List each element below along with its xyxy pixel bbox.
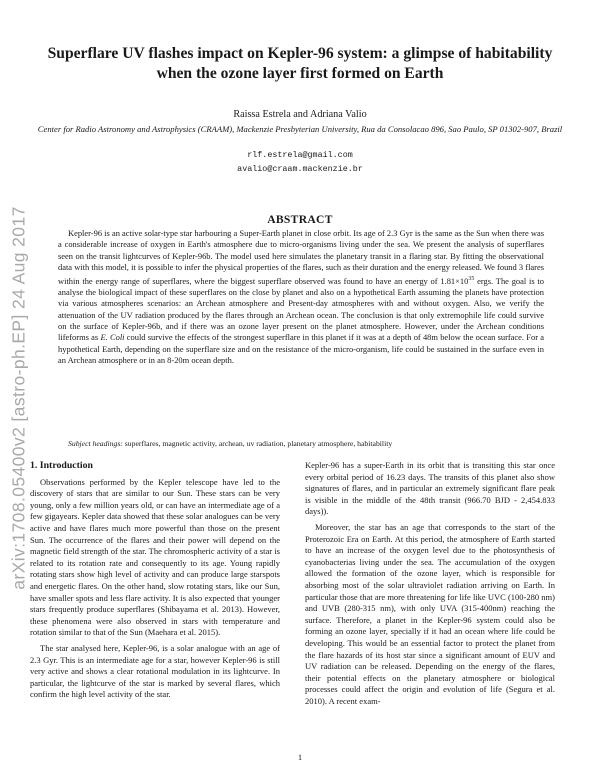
subject-label: Subject headings: — [68, 439, 123, 448]
abstract-text-1: Kepler-96 is an active solar-type star harbouring a Super-Earth planet in close orbit. Its age of 2.3 Gyr is the same as the Sun when there was a considerable increase of oxygen in Earth's atmosphere due to micro-organisms living under the sea. We present the analysis of superflares seen on the transit lightcurves of Kepler-96b. The model used here simulates the planetary transit in a flaring star. By fitting the observational data with this model, it is possible to infer the physical properties of the flares, such as their duration and the energy released. We found 3 flares within the energy range of superflares, where the biggest superflare observed was found to have an energy of 1.81×10 — [58, 228, 544, 286]
intro-heading: 1. Introduction — [30, 460, 93, 471]
right-column — [305, 460, 555, 707]
paper-title: Superflare UV flashes impact on Kepler-96 system: a glimpse of habitability when the ozone layer first formed on Earth — [47, 45, 553, 82]
abstract-paragraph — [58, 228, 544, 367]
intro-paragraph-2: The star analysed here, Kepler-96, is a solar analogue with an age of 2.3 Gyr. This is an intermediate age for a star, however Kepler-96 is still very active and shows a clear rotational modulation in its lightcurve. In particular, the lightcurve of the star is marked by several flares, which confirm the high level activity of the star. — [30, 642, 280, 700]
subject-text: superflares, magnetic activity, archean, uv radiation, planetary atmosphere, habitability — [122, 439, 393, 448]
abstract-species: E. Coli — [100, 332, 125, 343]
subject-headings — [58, 439, 544, 449]
abstract-heading: ABSTRACT — [267, 213, 333, 226]
page-number: 1 — [297, 752, 303, 762]
abstract-body — [58, 228, 544, 367]
intro-paragraph-4: Moreover, the star has an age that corresponds to the start of the Proterozoic Era on Earth. At this period, the atmosphere of Earth started to have an increase of the oxygen level due to the photosynthesis of cyanobacterias living under the sea. The accumulation of the oxygen allowed the formation of the ozone layer, which is responsible for absorbing most of the solar ultraviolet radiation arriving on Earth. In particular those that are more threatening for life like UVC (100-280 nm) and UVB (280-315 nm), with only UVA (315-400nm) reaching the surface. Therefore, a planet in the Kepler-96 system could also be forming an ozone layer, specially if it had an ocean where life could be developing. This would be an essential factor to protect the planet from the flare hazards of its host star since a significant amount of EUV and UV radiation can be released. Depending on the energy of the flares, their potential effects on the planetary atmosphere or biological processes could affect the origin and evolution of life (Segura et al. 2010). A recent exam- — [305, 521, 555, 706]
abstract-exponent: 35 — [468, 275, 475, 282]
affiliation: Center for Radio Astronomy and Astrophysics (CRAAM), Mackenzie Presbyterian University, Rua da Consolacao 896, Sao Paulo, SP 01302-907, Brazil — [37, 124, 563, 134]
email-2[interactable]: avalio@craam.mackenzie.br — [237, 164, 363, 174]
abstract-text-2: ergs. The goal is to analyse the biological impact of these superflares on the close by planet and also on a hypothetical Earth assuming the planets have protection via various atmospheres scenarios: an Archean atmosphere and Present-day atmospheres with and without oxygen. Also, we verify the attenuation of the UV radiation produced by the flares through an Archean ocean. The conclusion is that only extremophile life could survive on the surface of Kepler-96b, and if there was an ozone layer present on the planet atmosphere. However, under the Archean conditions lifeforms as — [58, 275, 544, 343]
left-column — [30, 460, 280, 701]
abstract-text-3: could survive the effects of the strongest superflare in this planet if it was at a depth of 48m below the ocean surface. For a hypothetical Earth, depending on the superflare size and on the resistance of the micro-organism, life could be sustained in the surface even in an Archean atmosphere or in an 8-20m ocean depth. — [58, 332, 544, 366]
intro-paragraph-1: Observations performed by the Kepler telescope have led to the discovery of stars that are similar to our Sun. These stars can be very young, only a few million years old, or can have an intermediate age of a few gigayears. Kepler data showed that these solar analogues can be very active and have flares much more powerful than those on the present Sun. The occurrence of the flares and their power will depend on the magnetic field strength of the star. The chromospheric activity of a star is related to its rotation rate and consequently to its age. Young rapidly rotating stars show high level of activity and can produce large starspots and energetic flares. On the other hand, slow rotating stars, like our Sun, have smaller spots and less flare activity. It is also expected that younger stars frequently produce superflares (Shibayama et al. 2013). However, these phenomena were also observed in stars with temperature and rotation similar to that of the Sun (Maehara et al. 2015). — [30, 476, 280, 638]
authors: Raissa Estrela and Adriana Valio — [233, 109, 367, 120]
email-1[interactable]: rlf.estrela@gmail.com — [247, 150, 353, 160]
intro-paragraph-3: Kepler-96 has a super-Earth in its orbit that is transiting this star once every orbital period of 16.23 days. The transits of this planet also show signatures of flares, and in particular an extremely significant flare peak is visible in the middle of the 48th transit (966.70 BJD - 2,454.833 days)). — [305, 460, 555, 517]
arxiv-identifier: arXiv:1708.05400v2 [astro-ph.EP] 24 Aug 2017 — [8, 205, 29, 590]
